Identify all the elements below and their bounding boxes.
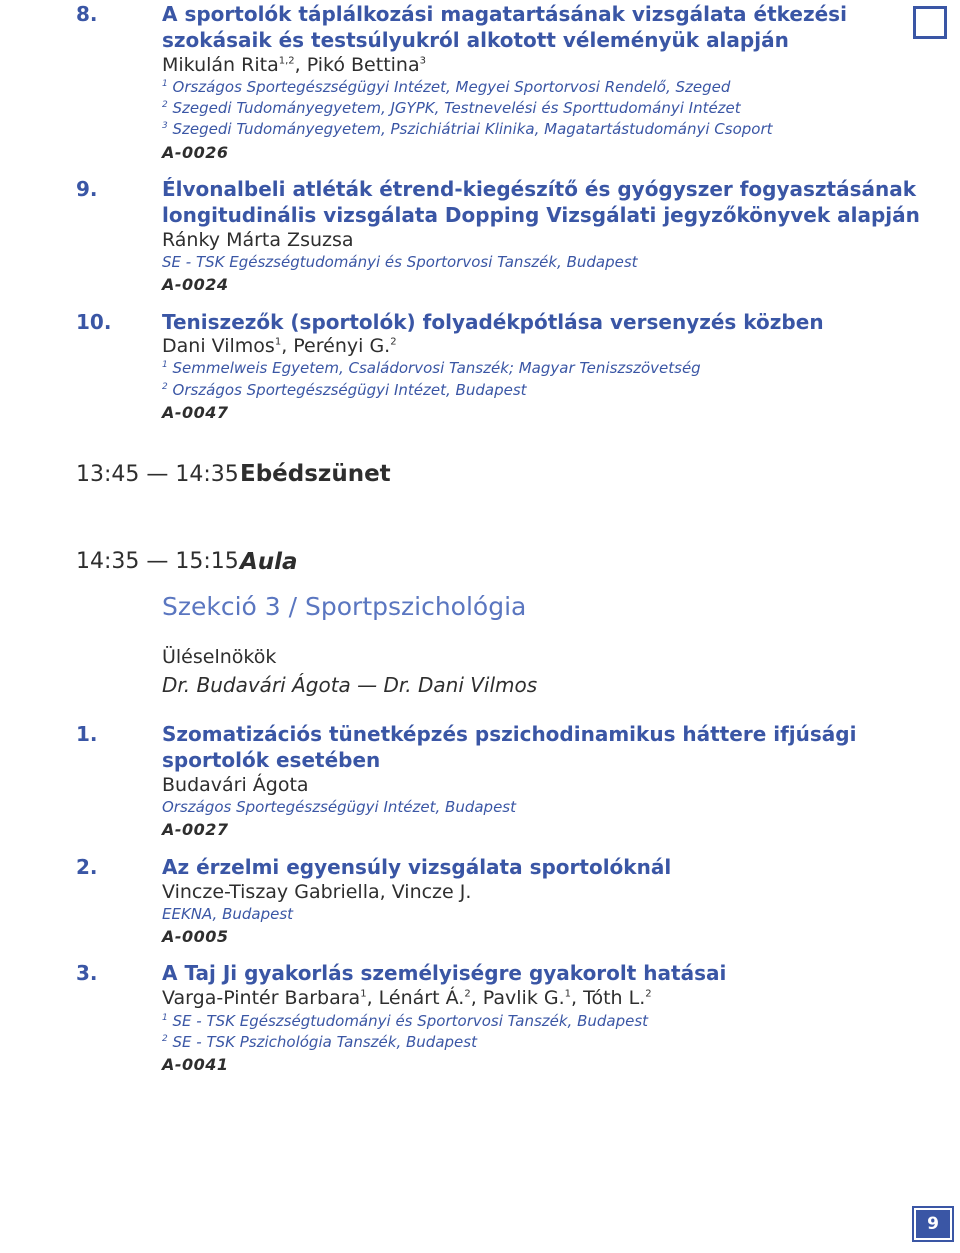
item-title-line: longitudinális vizsgálata Dopping Vizsgálati jegyzőkönyvek alapján [162, 203, 920, 227]
item-affiliation [162, 101, 741, 116]
item-number: 9. [76, 177, 98, 201]
item-affiliation: SE - TSK Egészségtudományi és Sportorvosi Tanszék, Budapest [162, 253, 638, 271]
page-number-badge [912, 1206, 954, 1242]
affil-text: Országos Sportegészségügyi Intézet, Budapest [172, 381, 527, 399]
affil-text: Szegedi Tudományegyetem, JGYPK, Testnevelési és Sporttudományi Intézet [172, 99, 741, 117]
item-title-line: Az érzelmi egyensúly vizsgálata sportolóknál [162, 855, 672, 879]
item-title-line: Élvonalbeli atléták étrend-kiegészítő és gyógyszer fogyasztásának [162, 177, 917, 201]
item-affiliation [162, 361, 701, 376]
affil-text: Szegedi Tudományegyetem, Pszichiátriai Klinika, Magatartástudományi Csoport [172, 120, 773, 138]
author-name: Tóth L. [583, 987, 646, 1009]
author-sup: 1 [564, 988, 572, 1000]
session-time: 14:35 — 15:15 [76, 549, 239, 574]
item-number: 10. [76, 310, 112, 334]
affil-text: Semmelweis Egyetem, Családorvosi Tanszék; Magyar Teniszszövetség [172, 359, 701, 377]
affil-sup: 2 [162, 382, 168, 392]
affil-text: SE - TSK Pszichológia Tanszék, Budapest [172, 1033, 477, 1051]
item-affiliation [162, 1014, 648, 1029]
item-affiliation [162, 80, 730, 95]
affil-sup: 1 [162, 1013, 168, 1023]
affil-sup: 2 [162, 1034, 168, 1044]
author-sep: , [294, 54, 307, 76]
item-affiliation [162, 1035, 477, 1050]
author-sup: 1 [360, 988, 367, 1000]
author-name: Pikó Bettina [306, 54, 420, 76]
author-name: Dani Vilmos [162, 335, 275, 357]
item-affiliation [162, 122, 773, 137]
author-sup: 1,2 [278, 55, 295, 67]
item-authors [162, 989, 652, 1008]
author-sep: , [470, 987, 483, 1009]
item-title-line: Teniszezők (sportolók) folyadékpótlása versenyzés közben [162, 310, 824, 334]
affil-sup: 3 [162, 121, 168, 131]
chairs-label: Üléselnökök [162, 646, 277, 668]
item-title-line: A sportolók táplálkozási magatartásának vizsgálata étkezési [162, 2, 847, 26]
abstract-code: A-0024 [162, 275, 229, 294]
item-title-line: A Taj Ji gyakorlás személyiségre gyakorolt hatásai [162, 961, 727, 985]
section-title: Szekció 3 / Sportpszichológia [162, 592, 527, 621]
author-name: Mikulán Rita [162, 54, 279, 76]
abstract-code: A-0026 [162, 143, 229, 162]
item-affiliation [162, 383, 527, 398]
author-sup: 3 [419, 55, 426, 67]
author-sup: 2 [390, 336, 397, 348]
abstract-code: A-0005 [162, 927, 229, 946]
author-sup: 1 [274, 336, 282, 348]
break-time: 13:45 — 14:35 [76, 462, 239, 487]
author-name: Varga-Pintér Barbara [162, 987, 361, 1009]
item-title-line: szokásaik és testsúlyukról alkotott véleményük alapján [162, 28, 789, 52]
item-affiliation: EEKNA, Budapest [162, 905, 294, 923]
item-number: 2. [76, 855, 98, 879]
item-authors [162, 56, 426, 75]
affil-text: SE - TSK Egészségtudományi és Sportorvosi Tanszék, Budapest [172, 1012, 649, 1030]
page-number: 9 [914, 1208, 952, 1240]
affil-sup: 1 [162, 360, 168, 370]
affil-sup: 1 [162, 79, 168, 89]
affil-text: Országos Sportegészségügyi Intézet, Megyei Sportorvosi Rendelő, Szeged [172, 78, 731, 96]
abstract-code: A-0027 [162, 820, 229, 839]
item-authors: Ránky Márta Zsuzsa [162, 229, 354, 251]
author-sep: , [281, 335, 294, 357]
author-name: Lénárt Á. [378, 987, 465, 1009]
item-authors: Vincze-Tiszay Gabriella, Vincze J. [162, 881, 472, 903]
item-authors: Budavári Ágota [162, 774, 309, 796]
item-title-line: sportolók esetében [162, 748, 381, 772]
author-sup: 2 [464, 988, 471, 1000]
author-sep: , [366, 987, 379, 1009]
item-number: 3. [76, 961, 98, 985]
author-sep: , [571, 987, 584, 1009]
item-title-line: Szomatizációs tünetképzés pszichodinamikus háttere ifjúsági [162, 722, 857, 746]
corner-square-decoration [913, 6, 947, 39]
break-label: Ebédszünet [240, 461, 391, 487]
author-name: Pavlik G. [482, 987, 565, 1009]
session-room: Aula [240, 549, 298, 575]
author-name: Perényi G. [293, 335, 391, 357]
affil-sup: 2 [162, 100, 168, 110]
item-number: 8. [76, 2, 98, 26]
abstract-code: A-0047 [162, 403, 229, 422]
item-number: 1. [76, 722, 98, 746]
author-sup: 2 [645, 988, 652, 1000]
abstract-code: A-0041 [162, 1055, 229, 1074]
item-authors [162, 337, 397, 356]
item-affiliation: Országos Sportegészségügyi Intézet, Budapest [162, 798, 516, 816]
chairs-names: Dr. Budavári Ágota — Dr. Dani Vilmos [162, 673, 538, 697]
